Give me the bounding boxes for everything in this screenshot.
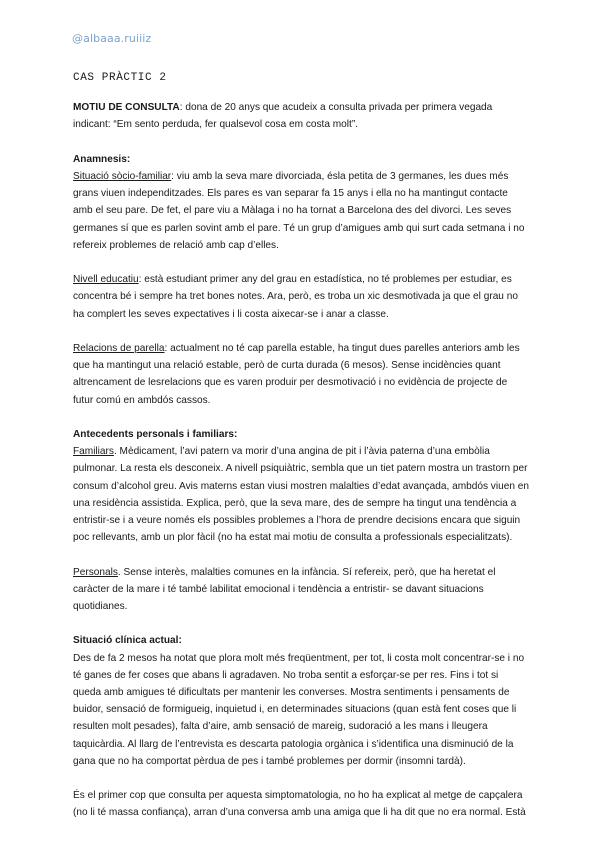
author-handle: @albaaa.ruiiiz	[72, 32, 152, 45]
educatiu-label: Nivell educatiu	[73, 274, 139, 286]
educatiu-text: : està estudiant primer any del grau en estadística, no té problemes per estudiar, es concentra bé i sempre ha tret bones notes. Ara, però, es troba un xic desmotivada ja que el grau no ha complert les seves expectatives i li costa aixecar-se i anar a classe.	[73, 274, 518, 320]
motiu-text: : dona de 20 anys que acudeix a consulta privada per primera vegada indicant: “Em sento perduda, fer qualsevol cosa em costa molt”.	[73, 102, 493, 131]
document-title: CAS PRÀCTIC 2	[73, 72, 167, 84]
situacio-paragraph-1: Des de fa 2 mesos ha notat que plora molt més freqüentment, per tot, li costa molt concentrar-se i no té ganes de fer coses que abans li agradaven. No troba sentit a esforçar-se per res. Fins i tot si queda amb amigues té dificultats per mantenir les converses. Mostra sentiments i pensaments de buidor, sensació de formigueig, inquietud i, en determinades situacions (quan està fent coses que li resulten molt pesades), falta d’aire, amb sensació de mareig, sudoració a les mans i lleugera taquicàrdia. Al llarg de l’entrevista es descarta patologia orgànica i s’identifica una disminució de la gana que no ha comportat pèrdua de pes i també problemes per dormir (insomni tardà).	[73, 652, 525, 767]
situacio-paragraph-2: És el primer cop que consulta per aquesta simptomatologia, no ho ha explicat al metge de capçalera (no li té massa confiança), arran d’una conversa amb una amiga que li ha dit que no era normal. Està	[73, 790, 526, 819]
educatiu-paragraph	[73, 271, 529, 323]
familiars-paragraph	[73, 443, 529, 546]
document-body	[73, 70, 529, 822]
motiu-label: MOTIU DE CONSULTA	[73, 102, 180, 114]
sociofamiliar-label: Situació sòcio-familiar	[73, 171, 172, 182]
personals-label: Personals	[73, 566, 118, 578]
sociofamiliar-paragraph	[73, 168, 529, 254]
parella-paragraph	[73, 340, 529, 409]
parella-label: Relacions de parella	[73, 343, 165, 354]
personals-paragraph	[73, 564, 529, 616]
anamnesis-heading: Anamnesis:	[73, 153, 131, 165]
motiu-paragraph	[73, 99, 529, 133]
familiars-text: . Mèdicament, l’avi patern va morir d’una angina de pit i l’àvia paterna d’una embòlia pulmonar. La resta els desconeix. A nivell psiquiàtric, sembla que un tiet patern mostra un trastorn per consum d’alcohol greu. Avis materns estan viusi mostren malalties d’edat avançada, ambdós viuen en una residència assistida. Explica, però, que la seva mare, des de sempre ha tingut una tendència a entristir-se i a veure només els possibles problemes a l’hora de prendre decisions encara que siguin poc rellevants, amb un plor fàcil (no ha estat mai motiu de consulta a professionals especialitzats).	[73, 446, 529, 544]
personals-text: . Sense interès, malalties comunes en la infància. Sí refereix, però, que ha heretat el caràcter de la mare i té també labilitat emocional i tendència a entristir- se davant situacions quotidianes.	[73, 566, 496, 613]
sociofamiliar-text: : viu amb la seva mare divorciada, ésla petita de 3 germanes, les dues més grans viuen independitzades. Els pares es van separar fa 15 anys i ella no ha mantingut contacte amb el seu pare. De fet, el pare viu a Màlaga i no ha tornat a Barcelona des del divorci. Les seves germanes sí que es parlen sovint amb el pare. Té un grup d’amigues amb qui surt cada setmana i no refereix problemes de relació amb cap d’elles.	[73, 171, 525, 251]
familiars-label: Familiars	[73, 446, 114, 458]
parella-text: : actualment no té cap parella estable, ha tingut dues parelles anteriors amb les que ha mantingut una relació estable, però de curta durada (6 mesos). Sense incidències quant altrencament de lesrelacions que es varen produir per desmotivació i no evidència de projecte de futur comú en ambdós cassos.	[73, 343, 520, 406]
situacio-heading: Situació clínica actual:	[73, 635, 182, 647]
antecedents-heading: Antecedents personals i familiars:	[73, 429, 238, 440]
